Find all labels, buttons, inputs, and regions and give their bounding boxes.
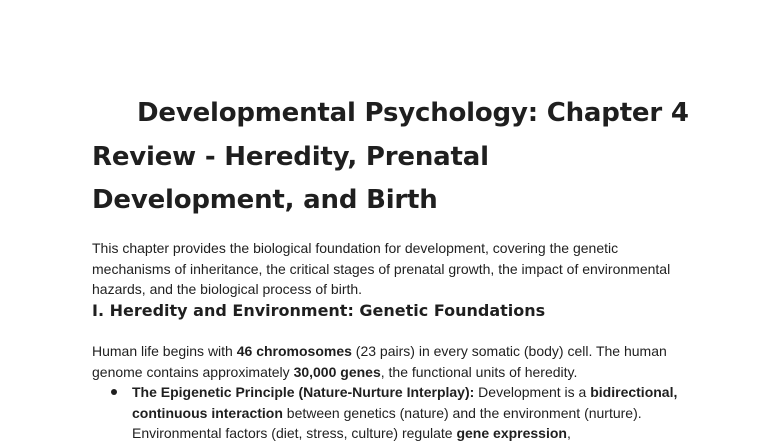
bullet-list — [92, 382, 692, 444]
section-heading: I. Heredity and Environment: Genetic Foundations — [92, 301, 546, 320]
list-item — [92, 382, 692, 444]
list-item-text: , — [566, 425, 571, 441]
bold-term: bidirectional, continuous interaction — [132, 384, 678, 421]
paragraph-text: Human life begins with — [92, 343, 237, 359]
intro-paragraph: This chapter provides the biological foundation for development, covering the genetic mechanisms of inheritance, the critical stages of prenatal growth, the impact of environmental hazards, and the biological process of birth. — [92, 240, 671, 297]
section-paragraph — [92, 341, 692, 382]
bold-term: 30,000 genes — [293, 363, 381, 380]
paragraph-text: , the functional units of heredity. — [380, 363, 578, 380]
bullet-icon — [111, 389, 117, 395]
list-item-text: between genetics (nature) and the environment (nurture). Environmental factors (diet, stress, culture) regulate — [132, 404, 642, 441]
document-title: Developmental Psychology: Chapter 4 Review - Heredity, Prenatal Development, and Birth — [92, 98, 689, 215]
bold-term: The Epigenetic Principle (Nature-Nurture Interplay): — [132, 384, 475, 400]
bold-term: 46 chromosomes — [236, 343, 352, 359]
paragraph-text: (23 pairs) in every somatic (body) cell. The human genome contains approximately — [92, 343, 667, 380]
bold-term: gene expression — [456, 425, 567, 441]
list-item-text: Development is a — [474, 384, 591, 400]
